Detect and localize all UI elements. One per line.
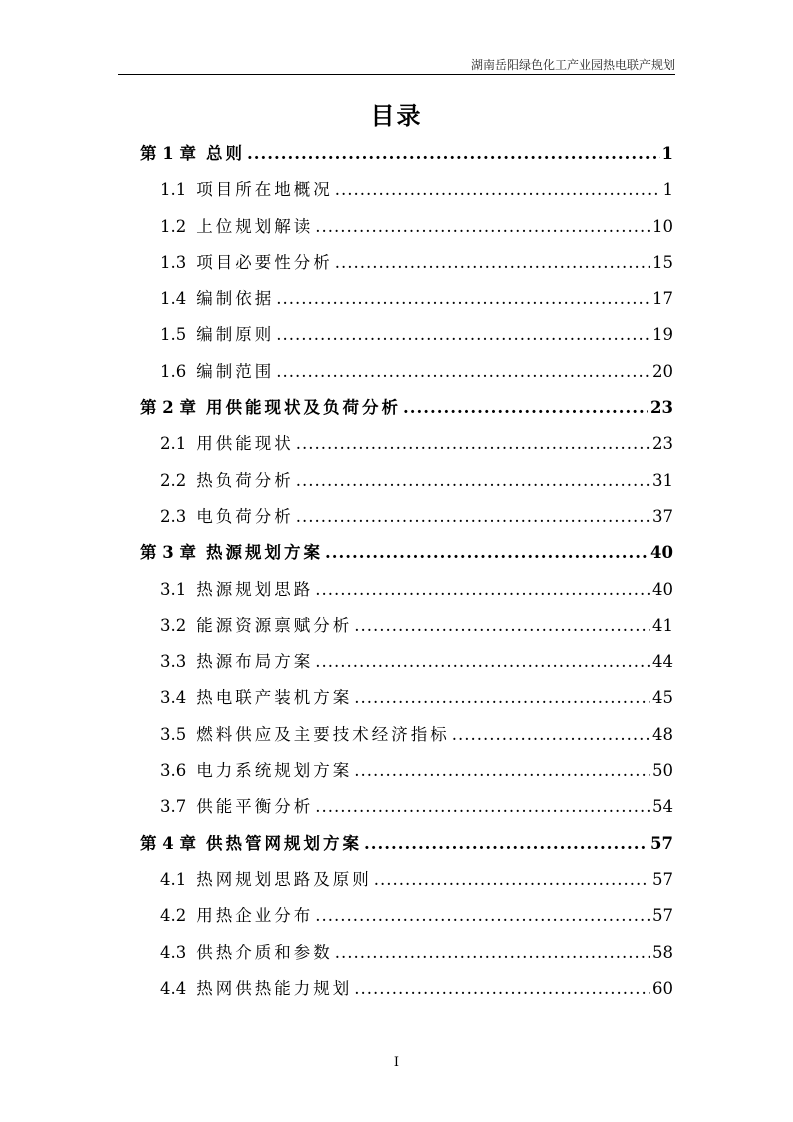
toc-entry-label — [160, 612, 352, 636]
toc-entry-number: 2.3 — [160, 506, 187, 526]
toc-entry-title: 电力系统规划方案 — [196, 761, 353, 781]
toc-entry-page: 60 — [652, 978, 673, 998]
dot-leader — [296, 434, 650, 453]
toc-section-entry[interactable] — [140, 430, 673, 466]
header-rule — [118, 74, 675, 75]
toc-entry-title: 编制依据 — [196, 289, 275, 309]
toc-entry-page: 23 — [650, 398, 673, 418]
toc-entry-title: 上位规划解读 — [196, 216, 314, 236]
toc-entry-title: 项目必要性分析 — [196, 252, 333, 272]
toc-entry-page: 54 — [652, 797, 673, 817]
dot-leader — [354, 761, 650, 780]
dot-leader — [374, 870, 650, 889]
toc-entry-title: 编制范围 — [196, 361, 275, 381]
toc-entry-page: 10 — [652, 216, 673, 236]
toc-section-entry[interactable] — [140, 612, 673, 648]
toc-entry-number: 第 2 章 — [140, 398, 196, 418]
toc-entry-label — [160, 321, 274, 345]
toc-section-entry[interactable] — [140, 939, 673, 975]
toc-entry-page: 41 — [652, 615, 673, 635]
toc-entry-title: 热源规划思路 — [196, 579, 314, 599]
toc-entry-number: 1.2 — [160, 216, 187, 236]
toc-entry-number: 3.2 — [160, 615, 187, 635]
toc-entry-page: 48 — [652, 724, 673, 744]
running-header: 湖南岳阳绿色化工产业园热电联产规划 — [470, 58, 675, 72]
dot-leader — [315, 217, 650, 236]
toc-entry-title: 燃料供应及主要技术经济指标 — [196, 724, 450, 744]
toc-entry-label — [160, 467, 294, 491]
toc-entry-label — [140, 830, 362, 854]
dot-leader — [354, 688, 650, 707]
dot-leader — [276, 325, 650, 344]
toc-entry-number: 1.4 — [160, 289, 187, 309]
dot-leader — [315, 797, 650, 816]
dot-leader — [452, 725, 650, 744]
toc-entry-number: 1.1 — [160, 180, 187, 200]
toc-entry-title: 用供能现状 — [196, 434, 294, 454]
dot-leader — [296, 471, 650, 490]
toc-entry-label — [160, 648, 313, 672]
toc-entry-label — [160, 503, 294, 527]
toc-entry-page: 40 — [650, 543, 673, 563]
toc-section-entry[interactable] — [140, 793, 673, 829]
dot-leader — [276, 289, 650, 308]
toc-section-entry[interactable] — [140, 321, 673, 357]
toc-entry-title: 项目所在地概况 — [196, 180, 333, 200]
toc-entry-label — [160, 430, 294, 454]
dot-leader — [276, 362, 650, 381]
toc-entry-label — [160, 213, 313, 237]
toc-entry-number: 3.5 — [160, 724, 187, 744]
toc-entry-title: 热源布局方案 — [196, 652, 314, 672]
toc-entry-label — [160, 249, 333, 273]
toc-entry-number: 2.2 — [160, 470, 187, 490]
table-of-contents — [140, 140, 673, 1011]
dot-leader — [335, 943, 650, 962]
toc-section-entry[interactable] — [140, 358, 673, 394]
toc-entry-number: 4.1 — [160, 869, 187, 889]
toc-section-entry[interactable] — [140, 249, 673, 285]
toc-entry-number: 2.1 — [160, 434, 187, 454]
toc-section-entry[interactable] — [140, 213, 673, 249]
toc-entry-number: 3.3 — [160, 652, 187, 672]
toc-entry-label — [160, 975, 352, 999]
dot-leader — [296, 507, 650, 526]
dot-leader — [315, 580, 650, 599]
toc-entry-label — [160, 902, 313, 926]
page-title: 目录 — [370, 101, 423, 130]
toc-entry-number: 3.1 — [160, 579, 187, 599]
toc-entry-page: 57 — [652, 906, 673, 926]
toc-entry-title: 供热介质和参数 — [196, 942, 333, 962]
toc-entry-number: 1.6 — [160, 361, 187, 381]
dot-leader — [247, 144, 660, 163]
toc-entry-label — [140, 539, 323, 563]
toc-entry-number: 第 1 章 — [140, 144, 196, 163]
toc-entry-label — [140, 140, 245, 164]
toc-entry-page: 23 — [652, 434, 673, 454]
toc-section-entry[interactable] — [140, 902, 673, 938]
toc-entry-title: 能源资源禀赋分析 — [196, 615, 353, 635]
toc-entry-title: 电负荷分析 — [196, 506, 294, 526]
toc-entry-label — [160, 757, 352, 781]
dot-leader — [325, 543, 648, 562]
toc-chapter-entry[interactable] — [140, 394, 673, 430]
dot-leader — [335, 180, 661, 199]
toc-section-entry[interactable] — [140, 684, 673, 720]
toc-entry-number: 1.5 — [160, 325, 187, 345]
toc-entry-page: 45 — [652, 688, 673, 708]
toc-entry-page: 57 — [650, 833, 673, 853]
toc-section-entry[interactable] — [140, 576, 673, 612]
toc-entry-number: 1.3 — [160, 252, 187, 272]
toc-entry-title: 用热企业分布 — [196, 906, 314, 926]
toc-section-entry[interactable] — [140, 285, 673, 321]
toc-chapter-entry[interactable] — [140, 539, 673, 575]
toc-entry-title: 总则 — [205, 144, 245, 163]
dot-leader — [403, 398, 648, 417]
toc-entry-title: 热负荷分析 — [196, 470, 294, 490]
toc-entry-title: 编制原则 — [196, 325, 275, 345]
toc-entry-number: 3.6 — [160, 761, 187, 781]
toc-entry-title: 热电联产装机方案 — [196, 688, 353, 708]
toc-entry-page: 19 — [652, 325, 673, 345]
dot-leader — [335, 253, 650, 272]
dot-leader — [354, 616, 650, 635]
toc-entry-page: 40 — [652, 579, 673, 599]
toc-entry-label — [160, 684, 352, 708]
toc-section-entry[interactable] — [140, 757, 673, 793]
toc-entry-label — [160, 939, 333, 963]
toc-section-entry[interactable] — [140, 467, 673, 503]
toc-entry-label — [160, 176, 333, 200]
toc-entry-number: 4.4 — [160, 978, 187, 998]
toc-entry-title: 热网供热能力规划 — [196, 978, 353, 998]
page-number: I — [393, 1055, 400, 1070]
dot-leader — [364, 834, 648, 853]
toc-entry-number: 第 4 章 — [140, 833, 196, 853]
toc-entry-page: 20 — [652, 361, 673, 381]
toc-entry-label — [160, 285, 274, 309]
toc-section-entry[interactable] — [140, 975, 673, 1011]
toc-chapter-entry[interactable] — [140, 830, 673, 866]
toc-entry-page: 50 — [652, 761, 673, 781]
toc-entry-number: 第 3 章 — [140, 543, 196, 563]
toc-section-entry[interactable] — [140, 503, 673, 539]
toc-entry-label — [140, 394, 401, 418]
toc-entry-page: 31 — [652, 470, 673, 490]
toc-entry-title: 热网规划思路及原则 — [196, 869, 372, 889]
toc-entry-number: 4.3 — [160, 942, 187, 962]
toc-entry-title: 用供能现状及负荷分析 — [205, 398, 401, 418]
toc-entry-label — [160, 358, 274, 382]
toc-section-entry[interactable] — [140, 648, 673, 684]
toc-entry-page: 57 — [652, 869, 673, 889]
toc-entry-number: 3.4 — [160, 688, 187, 708]
dot-leader — [315, 652, 650, 671]
toc-entry-label — [160, 721, 450, 745]
toc-entry-label — [160, 793, 313, 817]
toc-entry-page: 15 — [652, 252, 673, 272]
toc-entry-page: 37 — [652, 506, 673, 526]
toc-entry-title: 供能平衡分析 — [196, 797, 314, 817]
toc-section-entry[interactable] — [140, 176, 673, 212]
toc-chapter-entry[interactable] — [140, 140, 673, 176]
dot-leader — [354, 979, 650, 998]
toc-entry-page: 17 — [652, 289, 673, 309]
toc-section-entry[interactable] — [140, 721, 673, 757]
toc-entry-label — [160, 576, 313, 600]
toc-entry-page: 44 — [652, 652, 673, 672]
toc-entry-title: 热源规划方案 — [205, 543, 323, 563]
dot-leader — [315, 906, 650, 925]
toc-entry-label — [160, 866, 372, 890]
toc-entry-number: 4.2 — [160, 906, 187, 926]
toc-entry-number: 3.7 — [160, 797, 187, 817]
toc-entry-page: 58 — [652, 942, 673, 962]
toc-entry-title: 供热管网规划方案 — [205, 833, 362, 853]
toc-section-entry[interactable] — [140, 866, 673, 902]
toc-entry-page: 1 — [661, 144, 673, 163]
toc-entry-page: 1 — [662, 180, 673, 200]
